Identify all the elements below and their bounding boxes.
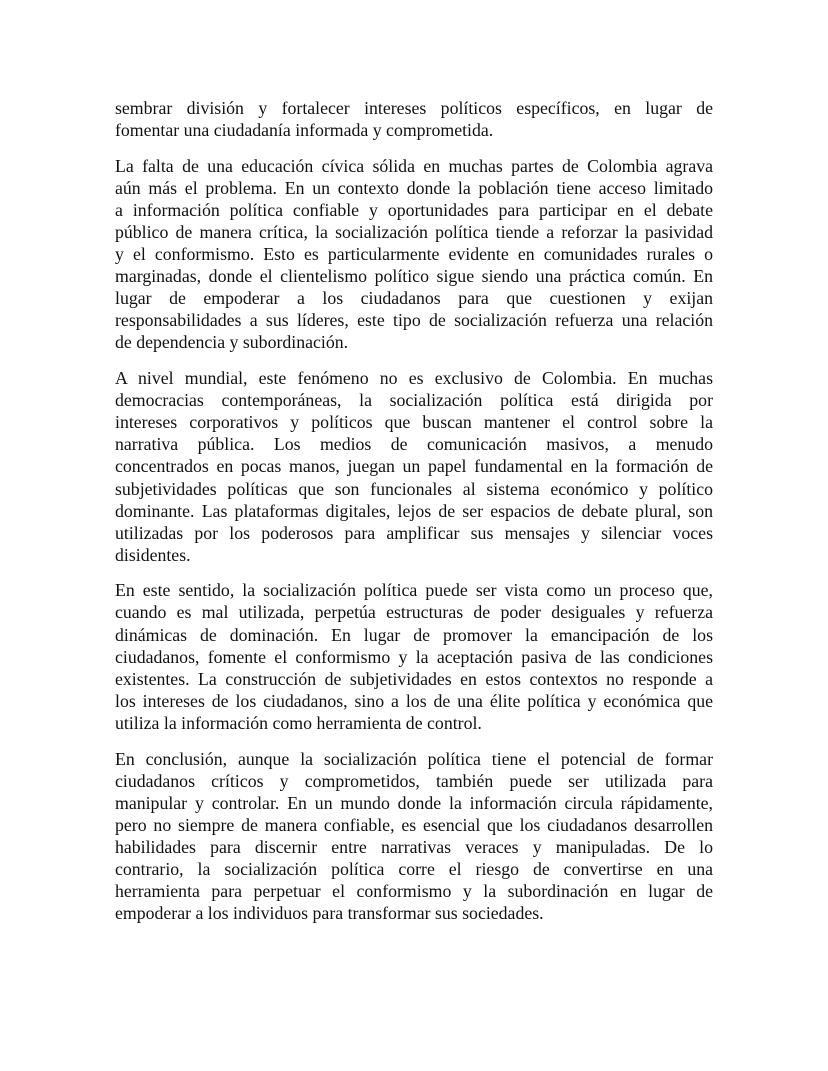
text-line: sembrar división y fortalecer intereses políticos específicos, en lugar de bbox=[115, 98, 713, 118]
text-line: lugar de empoderar a los ciudadanos para que cuestionen y exijan bbox=[115, 288, 713, 309]
text-line: dominante. Las plataformas digitales, lejos de ser espacios de debate plural, son bbox=[115, 500, 713, 521]
paragraph bbox=[115, 579, 713, 734]
text-line: dinámicas de dominación. En lugar de promover la emancipación de los bbox=[115, 624, 713, 645]
text-line: herramienta para perpetuar el conformismo y la subordinación en lugar de bbox=[115, 881, 713, 902]
text-line: aún más el problema. En un contexto donde la población tiene acceso limitado bbox=[115, 177, 713, 198]
paragraph bbox=[115, 367, 713, 566]
text-line: y el conformismo. Esto es particularmente evidente en comunidades rurales o bbox=[115, 244, 713, 265]
text-line: empoderar a los individuos para transformar sus sociedades. bbox=[115, 903, 544, 924]
text-line: concentrados en pocas manos, juegan un papel fundamental en la formación de bbox=[115, 456, 713, 477]
text-line: democracias contemporáneas, la socialización política está dirigida por bbox=[115, 390, 713, 411]
text-line: La falta de una educación cívica sólida en muchas partes de Colombia agrava bbox=[115, 155, 713, 176]
text-line: utilizadas por los poderosos para amplificar sus mensajes y silenciar voces bbox=[115, 522, 713, 543]
text-line: utiliza la información como herramienta de control. bbox=[115, 712, 482, 733]
text-line: subjetividades políticas que son funcionales al sistema económico y político bbox=[115, 478, 713, 499]
text-line: En conclusión, aunque la socialización política tiene el potencial de formar bbox=[115, 748, 713, 769]
text-line: cuando es mal utilizada, perpetúa estructuras de poder desiguales y refuerza bbox=[115, 602, 713, 623]
text-line: a información política confiable y oportunidades para participar en el debate bbox=[115, 199, 713, 220]
text-line: En este sentido, la socialización política puede ser vista como un proceso que, bbox=[115, 580, 713, 601]
paragraph bbox=[115, 97, 713, 141]
text-line: narrativa pública. Los medios de comunicación masivos, a menudo bbox=[115, 434, 713, 455]
text-line: los intereses de los ciudadanos, sino a los de una élite política y económica que bbox=[115, 690, 713, 711]
text-line: manipular y controlar. En un mundo donde la información circula rápidamente, bbox=[115, 792, 713, 813]
text-line: disidentes. bbox=[115, 544, 191, 565]
text-line: existentes. La construcción de subjetividades en estos contextos no responde a bbox=[115, 668, 713, 689]
paragraph bbox=[115, 155, 713, 354]
paragraph bbox=[115, 748, 713, 925]
text-line: intereses corporativos y políticos que buscan mantener el control sobre la bbox=[115, 412, 713, 433]
text-line: pero no siempre de manera confiable, es esencial que los ciudadanos desarrollen bbox=[115, 814, 713, 835]
text-line: A nivel mundial, este fenómeno no es exclusivo de Colombia. En muchas bbox=[115, 368, 713, 389]
text-line: responsabilidades a sus líderes, este tipo de socialización refuerza una relación bbox=[115, 310, 713, 331]
text-line: ciudadanos críticos y comprometidos, también puede ser utilizada para bbox=[115, 770, 713, 791]
text-line: de dependencia y subordinación. bbox=[115, 332, 349, 353]
text-line: marginadas, donde el clientelismo político sigue siendo una práctica común. En bbox=[115, 266, 713, 287]
text-line: contrario, la socialización política corre el riesgo de convertirse en una bbox=[115, 859, 713, 879]
text-line: fomentar una ciudadanía informada y comprometida. bbox=[115, 120, 494, 141]
text-line: ciudadanos, fomente el conformismo y la aceptación pasiva de las condiciones bbox=[115, 646, 713, 667]
document-page bbox=[115, 97, 713, 938]
text-line: habilidades para discernir entre narrativas veraces y manipuladas. De lo bbox=[115, 836, 713, 857]
text-line: público de manera crítica, la socialización política tiende a reforzar la pasividad bbox=[115, 221, 713, 242]
